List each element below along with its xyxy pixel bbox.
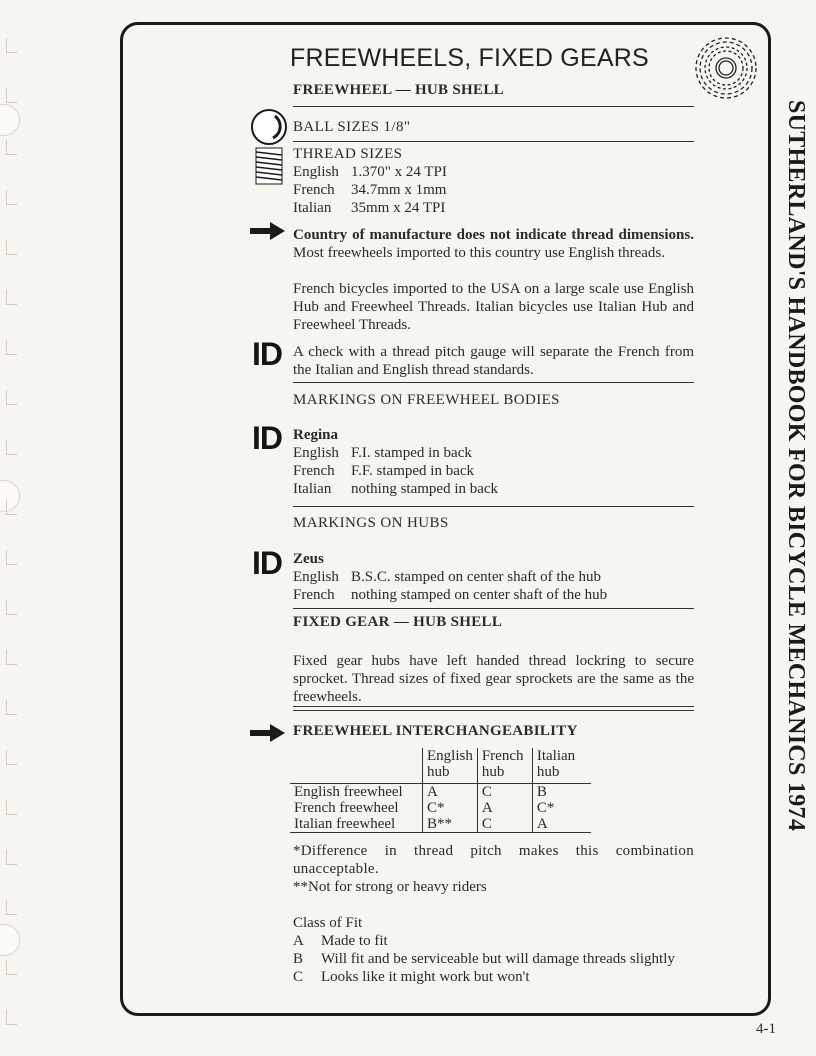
fit-class-item: [293, 968, 694, 986]
binder-tick: [6, 900, 17, 915]
marking-text: nothing stamped in back: [351, 481, 499, 497]
binder-tick: [6, 38, 17, 53]
divider: [293, 506, 694, 507]
marking-row: [293, 480, 653, 498]
id-icon: ID: [252, 420, 282, 456]
table-cell: A: [532, 816, 591, 833]
zeus-brand: Zeus: [293, 551, 324, 567]
col-header: French hub: [477, 748, 532, 784]
table-cell: C: [477, 816, 532, 833]
binder-tick: [6, 190, 17, 205]
table-row: [290, 800, 591, 816]
row-label: Italian freewheel: [290, 816, 423, 833]
section-heading-interchangeability: FREEWHEEL INTERCHANGEABILITY: [293, 723, 578, 739]
table-cell: C*: [532, 800, 591, 816]
interchangeability-table: [290, 748, 591, 833]
fit-class-text: Made to fit: [321, 933, 388, 949]
page-title: FREEWHEELS, FIXED GEARS: [290, 44, 649, 72]
vertical-book-title: [775, 100, 815, 980]
markings-freewheel-heading: MARKINGS ON FREEWHEEL BODIES: [293, 392, 560, 408]
row-label: English freewheel: [290, 784, 423, 801]
thread-country: French: [293, 182, 335, 198]
divider: [293, 141, 694, 142]
marking-country: English: [293, 445, 339, 461]
table-corner: [290, 748, 423, 784]
thread-size: 34.7mm x 1mm: [351, 182, 447, 198]
class-of-fit-heading: Class of Fit: [293, 915, 363, 931]
marking-country: French: [293, 463, 335, 479]
marking-row: [293, 586, 694, 604]
marking-text: nothing stamped on center shaft of the hub: [351, 587, 608, 603]
sprocket-icon: [688, 30, 764, 106]
fit-class-text: Looks like it might work but won't: [321, 969, 530, 985]
marking-row: [293, 444, 653, 462]
thread-country: Italian: [293, 200, 332, 216]
divider: [293, 106, 694, 107]
arrow-right-icon: [250, 723, 286, 743]
marking-row: [293, 568, 694, 586]
binder-tick: [6, 800, 17, 815]
zeus-markings: [293, 568, 694, 604]
thread-row: [293, 163, 593, 181]
binder-tick: [6, 850, 17, 865]
page-number: 4-1: [756, 1021, 776, 1037]
thread-row: [293, 181, 593, 199]
table-header-row: [290, 748, 591, 784]
table-cell: A: [423, 784, 478, 801]
regina-markings: [293, 444, 653, 498]
binder-tick: [6, 650, 17, 665]
id-gauge-note: A check with a thread pitch gauge will separate the French from the Italian and English thread standards.: [293, 344, 694, 378]
book-title-text: SUTHERLAND'S HANDBOOK FOR BICYCLE MECHANICS 1974: [783, 100, 809, 832]
fit-class-item: [293, 932, 694, 950]
binder-tick: [6, 960, 17, 975]
table-row: [290, 784, 591, 801]
table-cell: C: [477, 784, 532, 801]
footnote-riders: **Not for strong or heavy riders: [293, 879, 487, 895]
binder-margin: [0, 0, 40, 1056]
table-cell: B**: [423, 816, 478, 833]
table-cell: A: [477, 800, 532, 816]
double-divider: [293, 706, 694, 711]
id-icon: ID: [252, 336, 282, 372]
marking-country: English: [293, 569, 339, 585]
arrow-right-icon: [250, 221, 286, 241]
thread-size: 35mm x 24 TPI: [351, 200, 446, 216]
table-cell: B: [532, 784, 591, 801]
binder-hole: [0, 104, 20, 136]
fit-class-text: Will fit and be serviceable but will damage threads slightly: [321, 951, 675, 967]
thread-size: 1.370" x 24 TPI: [351, 164, 447, 180]
thread-icon: [254, 146, 284, 186]
fit-class-item: [293, 950, 694, 968]
ball-bearing-icon: [249, 107, 289, 147]
markings-hubs-heading: MARKINGS ON HUBS: [293, 515, 449, 531]
col-header: English hub: [423, 748, 478, 784]
marking-text: B.S.C. stamped on center shaft of the hub: [351, 569, 601, 585]
thread-sizes-list: [293, 163, 593, 217]
section-heading-fixed-gear: FIXED GEAR — HUB SHELL: [293, 614, 503, 630]
marking-text: F.I. stamped in back: [351, 445, 472, 461]
thread-note: [293, 226, 694, 262]
fit-class-code: C: [293, 969, 304, 985]
id-icon: ID: [252, 545, 282, 581]
binder-tick: [6, 700, 17, 715]
col-header: Italian hub: [532, 748, 591, 784]
binder-tick: [6, 750, 17, 765]
regina-brand: Regina: [293, 427, 338, 443]
binder-tick: [6, 1010, 17, 1025]
fit-class-code: B: [293, 951, 304, 967]
divider: [293, 382, 694, 383]
binder-tick: [6, 88, 17, 103]
binder-tick: [6, 390, 17, 405]
thread-note-bold: Country of manufacture does not indicate thread dimensions.: [293, 227, 694, 243]
marking-country: French: [293, 587, 335, 603]
row-label: French freewheel: [294, 800, 399, 816]
binder-tick: [6, 550, 17, 565]
fit-class-code: A: [293, 933, 304, 949]
binder-hole: [0, 924, 20, 956]
thread-row: [293, 199, 593, 217]
table-cell: C*: [423, 800, 478, 816]
import-note: French bicycles imported to the USA on a large scale use English Hub and Freewheel Threads. Italian bicycles use Italian Hub and Freewheel Threads.: [293, 281, 694, 333]
ball-sizes-label: BALL SIZES 1/8": [293, 119, 411, 135]
marking-text: F.F. stamped in back: [351, 463, 475, 479]
thread-country: English: [293, 164, 339, 180]
binder-tick: [6, 440, 17, 455]
class-of-fit-list: [293, 932, 694, 986]
binder-tick: [6, 140, 17, 155]
footnote-pitch: *Difference in thread pitch makes this combination unacceptable.: [293, 843, 694, 877]
binder-tick: [6, 600, 17, 615]
binder-tick: [6, 340, 17, 355]
marking-row: [293, 462, 653, 480]
binder-tick: [6, 290, 17, 305]
binder-tick: [6, 240, 17, 255]
divider: [293, 608, 694, 609]
binder-tick: [6, 500, 17, 515]
thread-sizes-heading: THREAD SIZES: [293, 146, 403, 162]
thread-note-text: Most freewheels imported to this country use English threads.: [293, 245, 666, 261]
fixed-gear-text: Fixed gear hubs have left handed thread lockring to secure sprocket. Thread sizes of fixed gear sprockets are the same as the freewheels.: [293, 653, 694, 705]
marking-country: Italian: [293, 481, 332, 497]
section-heading-freewheel-hub: FREEWHEEL — HUB SHELL: [293, 82, 504, 98]
table-row: [290, 816, 591, 833]
